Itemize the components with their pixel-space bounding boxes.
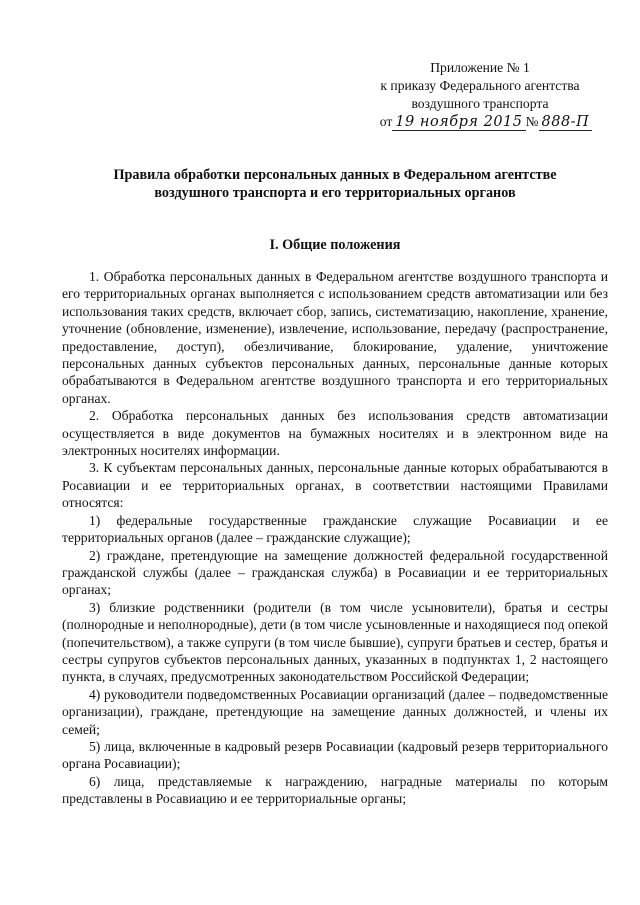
handwritten-number: 888-П — [539, 114, 593, 131]
date-prefix: от — [379, 114, 393, 129]
annex-block — [360, 59, 600, 131]
list-item: 3) близкие родственники (родители (в том числе усыновители), братья и сестры (полнородные и неполнородные), дети (в том числе усыновленные и находящиеся под опекой (попечительством), а также супруги (в том числе бывшие), супруги братьев и сестер, братья и сестры супругов субъектов персональных данных, указанных в подпунктах 1, 2 настоящего пункта, в случаях, предусмотренных законодательством Российской Федерации; — [62, 599, 608, 685]
annex-agency: воздушного транспорта — [411, 96, 549, 111]
title-line-2: воздушного транспорта и его территориальных органов — [154, 185, 516, 201]
section-heading: I. Общие положения — [269, 237, 401, 253]
document-body — [62, 268, 608, 808]
list-item: 1) федеральные государственные гражданские служащие Росавиации и ее территориальных органов (далее – гражданские служащие); — [62, 512, 608, 546]
list-item: 2) граждане, претендующие на замещение должностей федеральной государственной гражданской службы (далее – гражданская служба) в Росавиации и ее территориальных органах; — [62, 547, 608, 598]
list-item: 4) руководители подведомственных Росавиации организаций (далее – подведомственные организации), граждане, претендующие на замещение данных должностей, и члены их семей; — [62, 686, 608, 737]
annex-date-number — [366, 113, 606, 131]
number-prefix: № — [525, 114, 539, 129]
annex-title: Приложение № 1 — [430, 60, 530, 75]
list-item: 6) лица, представляемые к награждению, наградные материалы по которым представлены в Росавиацию и ее территориальные органы; — [62, 773, 608, 807]
document-title — [62, 166, 608, 202]
handwritten-date: 19 ноября 2015 — [392, 114, 525, 131]
paragraph: 1. Обработка персональных данных в Федеральном агентстве воздушного транспорта и его территориальных органах выполняется с использованием средств автоматизации или без использования таких средств, включает сбор, запись, систематизацию, накопление, хранение, уточнение (обновление, изменение), извлечение, использование, передачу (распространение, предоставление, доступ), обезличивание, блокирование, удаление, уничтожение персональных данных субъектов персональных данных, персональные данные которых обрабатываются в Федеральном агентстве воздушного транспорта и его территориальных органах. — [62, 269, 608, 406]
paragraph: 3. К субъектам персональных данных, персональные данные которых обрабатываются в Росавиации и ее территориальных органах, в соответствии настоящими Правилами относятся: — [62, 460, 608, 511]
annex-order-ref: к приказу Федерального агентства — [380, 78, 580, 93]
paragraph: 2. Обработка персональных данных без использования средств автоматизации осуществляется в виде документов на бумажных носителях и в электронном виде на электронных носителях информации. — [62, 408, 608, 459]
list-item: 5) лица, включенные в кадровый резерв Росавиации (кадровый резерв территориального органа Росавиации); — [62, 738, 608, 772]
title-line-1: Правила обработки персональных данных в Федеральном агентстве — [113, 167, 557, 183]
